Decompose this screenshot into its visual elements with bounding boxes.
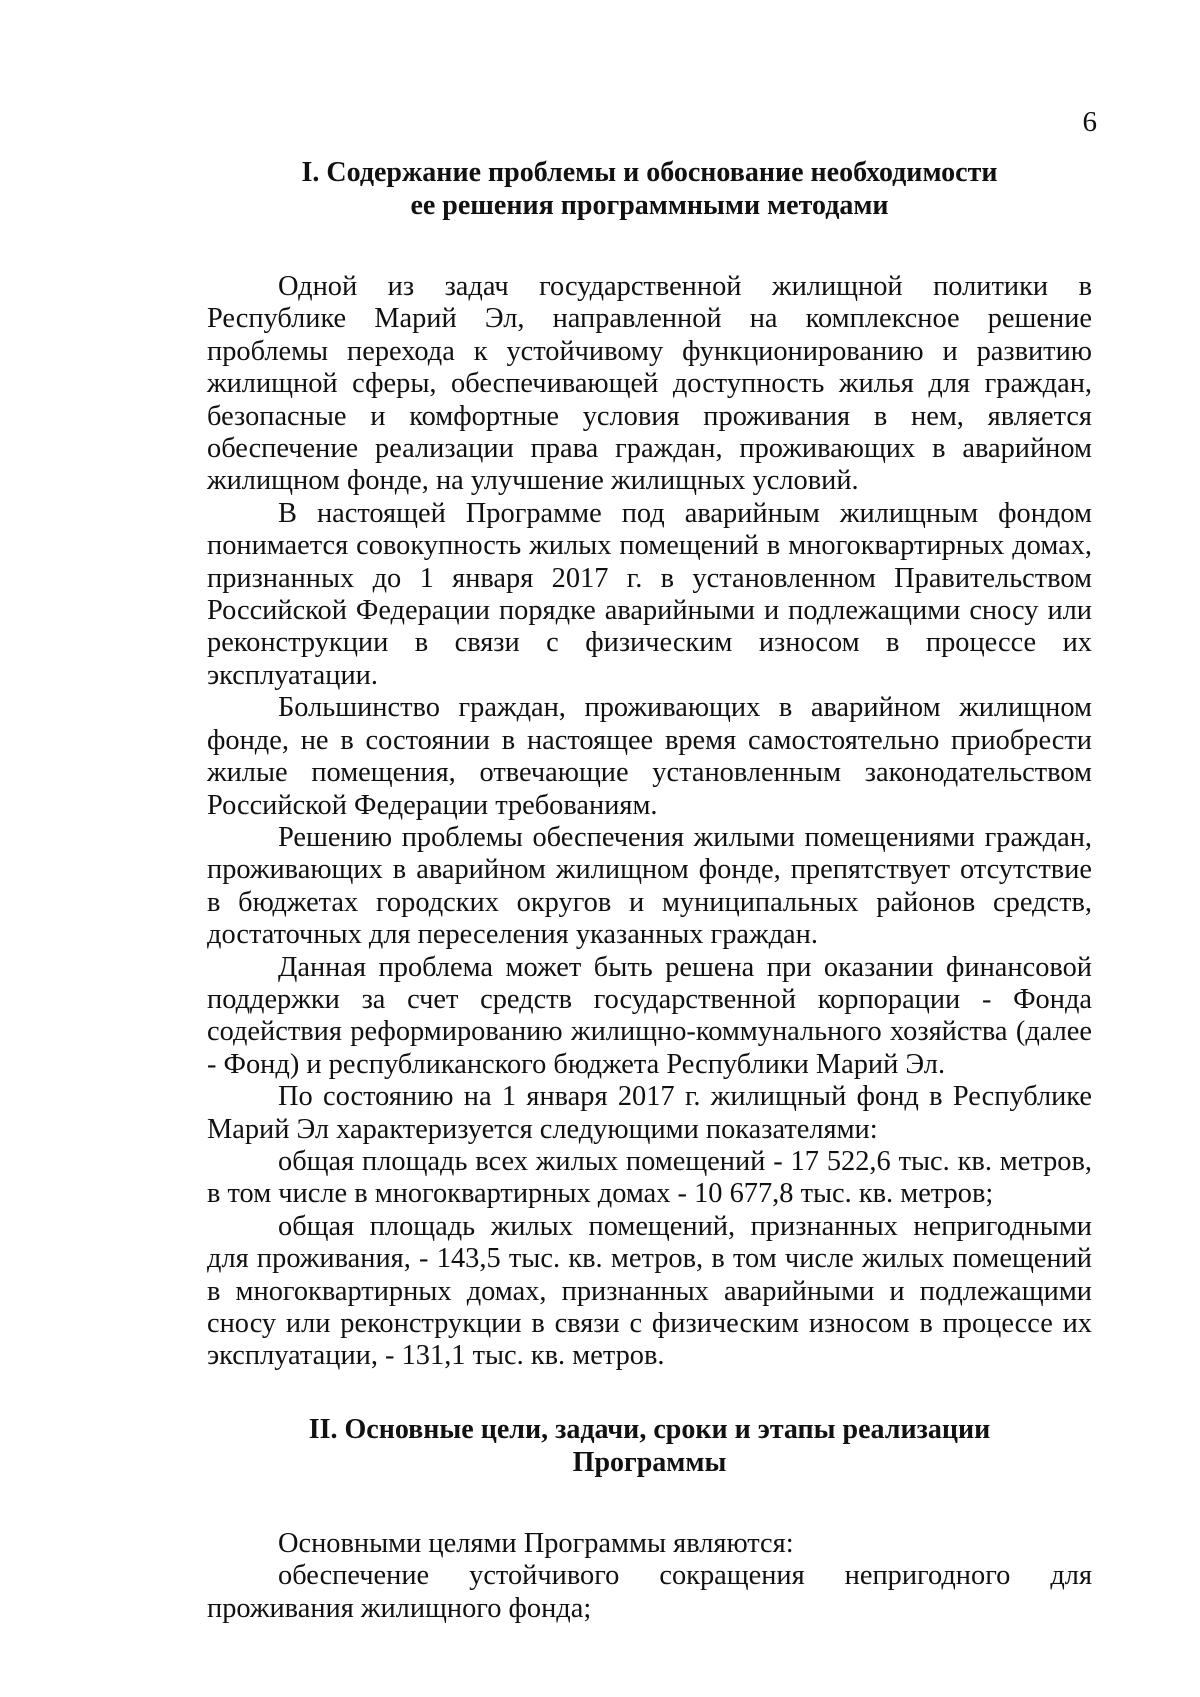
paragraph: В настоящей Программе под аварийным жилищным фондом понимается совокупность жилых помещений в многоквартирных домах, признанных до 1 января 2017 г. в установленном Правительством Российской Федерации порядке аварийными и подлежащими сносу или реконструкции в связи с физическим износом в процессе их эксплуатации. [207, 497, 1092, 691]
section-2 [207, 1413, 1092, 1625]
document-body [207, 156, 1092, 1625]
section-2-heading-line: II. Основные цели, задачи, сроки и этапы реализации [308, 1413, 991, 1445]
section-2-heading [207, 1413, 1092, 1479]
section-1-heading-line: I. Содержание проблемы и обоснование необходимости [301, 157, 998, 188]
paragraph: Одной из задач государственной жилищной политики в Республике Марий Эл, направленной на комплексное решение проблемы перехода к устойчивому функционированию и развитию жилищной сферы, обеспечивающей доступность жилья для граждан, безопасные и комфортные условия проживания в нем, является обеспечение реализации права граждан, проживающих в аварийном жилищном фонде, на улучшение жилищных условий. [207, 271, 1092, 497]
paragraph: обеспечение устойчивого сокращения непригодного для проживания жилищного фонда; [207, 1560, 1092, 1624]
paragraph: Основными целями Программы являются: [278, 1527, 794, 1559]
section-2-heading-line: Программы [572, 1446, 727, 1478]
section-1-heading-line: ее решения программными методами [410, 190, 889, 221]
paragraph: Решению проблемы обеспечения жилыми помещениями граждан, проживающих в аварийном жилищном фонде, препятствует отсутствие в бюджетах городских округов и муниципальных районов средств, достаточных для переселения указанных граждан. [207, 821, 1092, 951]
section-1-heading [207, 156, 1092, 222]
section-1 [207, 156, 1092, 1373]
page-number: 6 [1082, 106, 1097, 138]
paragraph: общая площадь всех жилых помещений - 17 522,6 тыс. кв. метров, в том числе в многоквартирных домах - 10 677,8 тыс. кв. метров; [207, 1145, 1092, 1210]
paragraph: Большинство граждан, проживающих в аварийном жилищном фонде, не в состоянии в настоящее время самостоятельно приобрести жилые помещения, отвечающие установленным законодательством Российской Федерации требованиям. [207, 692, 1092, 821]
paragraph: Данная проблема может быть решена при оказании финансовой поддержки за счет средств государственной корпорации - Фонда содействия реформированию жилищно-коммунального хозяйства (далее - Фонд) и республиканского бюджета Республики Марий Эл. [207, 951, 1092, 1080]
paragraph: По состоянию на 1 января 2017 г. жилищный фонд в Республике Марий Эл характеризуется следующими показателями: [207, 1081, 1092, 1145]
paragraph: общая площадь жилых помещений, признанных непригодными для проживания, - 143,5 тыс. кв. метров, в том числе жилых помещений в многоквартирных домах, признанных аварийными и подлежащими сносу или реконструкции в связи с физическим износом в процессе их эксплуатации, - 131,1 тыс. кв. метров. [207, 1210, 1092, 1372]
